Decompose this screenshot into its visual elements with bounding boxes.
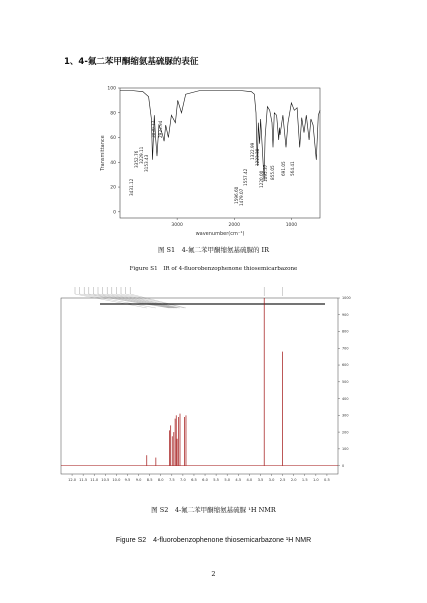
nmr-ytick-label: 300: [342, 413, 349, 418]
nmr-xtick-label: 4.0: [246, 478, 253, 482]
figure-s2-caption-cn: 图 S2 4-氟二苯甲酮缩氨基硫脲 ¹H NMR: [151, 506, 276, 514]
ir-peak-label: 3229.11: [139, 146, 144, 164]
nmr-xtick-label: 10.0: [112, 478, 121, 482]
nmr-pick-connector: [93, 294, 172, 308]
figure-s2-caption-en: Figure S2 4-fluorobenzophenone thiosemicarbazone ¹H NMR: [115, 537, 312, 544]
section-title: 1、4-氟二苯甲酮缩氨基硫脲的表征: [64, 57, 199, 67]
nmr-ytick-label: 800: [342, 329, 349, 334]
ir-ytick-label: 60: [110, 136, 116, 142]
ir-peak-label: 2923.94: [158, 120, 163, 138]
ir-peak-label: 1557.42: [243, 168, 248, 186]
nmr-ytick-label: 400: [342, 396, 349, 401]
nmr-xtick-label: 11.0: [90, 478, 99, 482]
ir-ylabel: Transmittance: [100, 135, 106, 171]
ir-peak-label: 3431.12: [129, 178, 134, 196]
nmr-ytick-label: 100: [342, 447, 349, 452]
nmr-xtick-label: 6.5: [191, 478, 197, 482]
nmr-ytick-label: 1000: [342, 296, 351, 301]
ir-peak-label: 855.05: [270, 165, 275, 180]
nmr-xtick-label: 1.0: [312, 478, 319, 482]
ir-ytick-label: 40: [110, 160, 116, 166]
ir-peak-label: 3153.43: [144, 154, 149, 172]
nmr-pick-connector: [116, 294, 178, 308]
nmr-ytick-label: 600: [342, 363, 349, 368]
nmr-xtick-label: 12.0: [68, 478, 77, 482]
ir-peak-label: 3352.76: [134, 150, 139, 168]
ir-peak-label: 1095.37: [263, 164, 268, 182]
nmr-ytick-label: 900: [342, 312, 349, 317]
ir-xtick-label: 3000: [171, 223, 183, 228]
nmr-ytick-label: 500: [342, 380, 349, 385]
ir-peak-label: 1220.00: [259, 170, 264, 188]
ir-axes: [100, 86, 320, 238]
nmr-xtick-label: 2.5: [279, 478, 286, 482]
ir-ytick-label: 0: [113, 210, 116, 216]
nmr-xtick-label: 6.0: [202, 478, 208, 482]
nmr-pick-connector: [126, 294, 185, 308]
ir-xlabel: wavenumber(cm⁻¹): [195, 231, 245, 237]
page-number: 2: [211, 570, 216, 578]
nmr-chart: [55, 284, 355, 496]
nmr-xtick-label: 8.0: [157, 478, 164, 482]
nmr-xtick-label: 5.5: [213, 478, 219, 482]
nmr-pick-connector: [84, 294, 169, 308]
ir-xtick-label: 2000: [228, 223, 241, 228]
nmr-frame: [61, 298, 338, 474]
ir-ytick-label: 20: [110, 185, 116, 191]
nmr-ytick-label: 0: [342, 463, 345, 468]
ir-peak-label: 691.05: [281, 161, 286, 176]
nmr-xtick-label: 1.5: [301, 478, 308, 482]
ir-peak-label: 3030.77: [151, 120, 156, 138]
nmr-xtick-label: 4.5: [235, 478, 242, 482]
nmr-xtick-label: 5.0: [224, 478, 231, 482]
nmr-xtick-label: 2.0: [290, 478, 297, 482]
ir-ytick-label: 100: [107, 86, 116, 92]
nmr-spectrum: [147, 298, 283, 466]
ir-xtick-label: 1000: [285, 223, 298, 228]
nmr-xtick-label: 7.5: [168, 478, 175, 482]
nmr-xtick-label: 10.5: [101, 478, 110, 482]
ir-peak-label: 1596.60: [234, 186, 239, 204]
nmr-ytick-label: 200: [342, 430, 349, 435]
ir-chart: [95, 78, 345, 238]
nmr-xtick-label: 9.5: [124, 478, 131, 482]
ir-peak-labels: [129, 120, 295, 206]
ir-peak-label: 1479.07: [239, 188, 244, 206]
ir-peak-label: 1322.99: [250, 142, 255, 160]
nmr-axes: [61, 296, 351, 482]
ir-ytick-label: 80: [110, 111, 116, 117]
nmr-peak-labels: [75, 287, 325, 308]
nmr-xtick-label: 8.5: [146, 478, 153, 482]
figure-s1-caption-en: Figure S1 IR of 4-fluorobenzophenone thiosemicarbazone: [129, 266, 298, 272]
nmr-ytick-label: 700: [342, 346, 349, 351]
ir-peak-label: 1223.38: [255, 148, 260, 166]
nmr-xtick-label: 0.5: [324, 478, 330, 482]
ir-peak-label: 564.41: [290, 161, 295, 176]
nmr-xtick-label: 3.5: [257, 478, 264, 482]
nmr-xtick-label: 3.0: [268, 478, 275, 482]
nmr-xtick-label: 7.0: [180, 478, 186, 482]
nmr-xtick-label: 9.0: [135, 478, 142, 482]
nmr-xtick-label: 11.5: [79, 478, 88, 482]
figure-s1-caption-cn: 图 S1 4-氟二苯甲酮缩氨基硫脲的 IR: [157, 246, 269, 254]
